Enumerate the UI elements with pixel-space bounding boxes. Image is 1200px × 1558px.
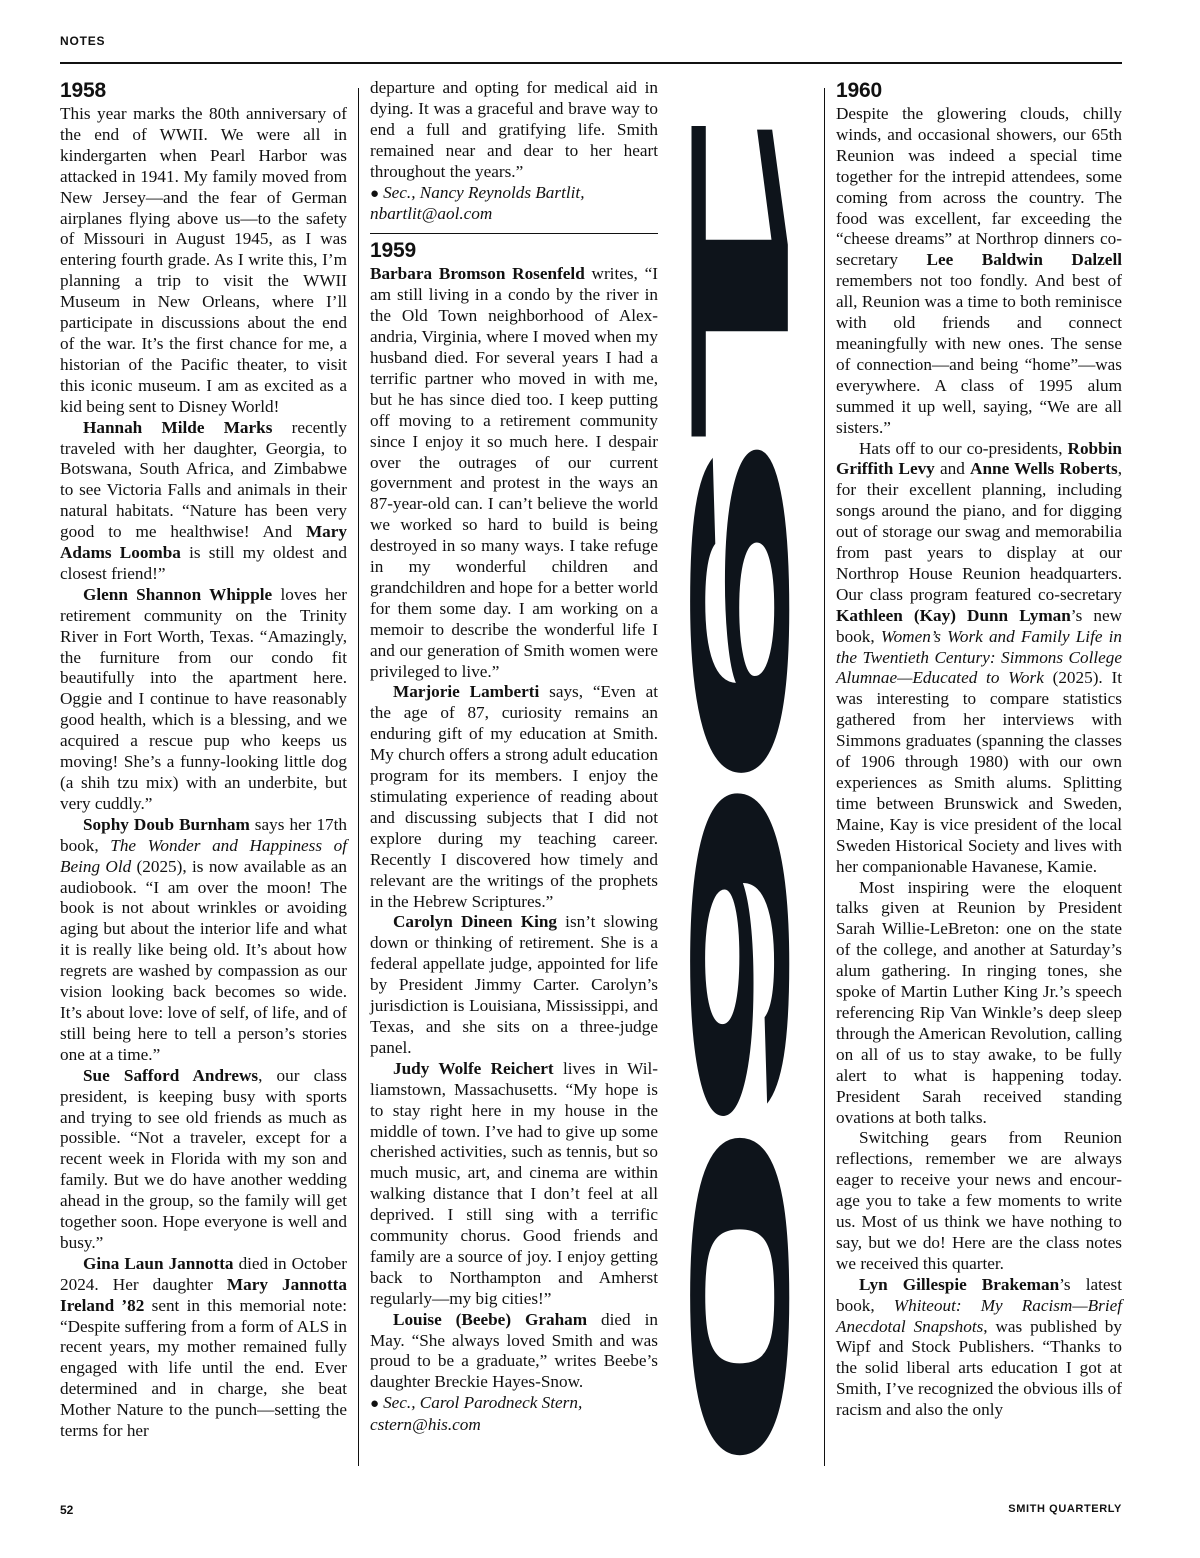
year-heading-1960: 1960 [836, 79, 882, 102]
column-2 [370, 78, 658, 1468]
alum-name: Barbara Bromson Rosenfeld [370, 264, 585, 284]
text: sent in this memorial note: “Despite suffering from a form of ALS in recent years, my mother remained fully engaged with life until the end. Ever determined and in charge, she beat Mother Nature to the punch—setting the terms for her [60, 1295, 347, 1441]
paragraph: Most inspiring were the eloquent talks given at Reunion by President Sarah Willie-LeBreton: one on the state of the college, and another at Saturday’s alum gathering. In ringing tones, she spoke of Martin Luther King Jr.’s speech referencing Rip Van Winkle’s deep sleep through the American Revolution, calling on all of us to stay awake, to be fully alert to what is happening today. President Sarah received standing ovations at both talks. [836, 877, 1122, 1127]
year-heading-1959: 1959 [370, 239, 416, 263]
alum-name: Sue Safford Andrews [83, 1065, 259, 1085]
text: isn’t slowing down or thinking of retirement. She is a federal appellate judge, appointed for life by President Jimmy Carter. Carolyn’s jurisdiction is Louisiana, Mississippi, and Texas, and she sits on a three-judge panel. [370, 912, 658, 1057]
alum-name: Mary Jannotta Ireland ’82 [60, 1274, 347, 1315]
column-1 [60, 78, 347, 1468]
text: died in October 2024. Her daughter [60, 1253, 347, 1294]
paragraph [370, 912, 658, 1058]
text: (2025), is now available as an audiobook. “I am over the moon! The book is not about wrinkles or avoiding aging but about the interior life and what it is really like being old. It’s about how regrets are washed by compassion as our vision looking back becomes so wide. It’s about love: love of self, of life, and of still being here to tell a person’s stories one at a time.” [60, 856, 347, 1064]
class-secretary [370, 183, 658, 226]
book-title: The Wonder and Happiness of Being Old [60, 835, 348, 876]
alum-name: Judy Wolfe Reichert [393, 1058, 554, 1078]
section-label: NOTES [60, 34, 106, 48]
paragraph [60, 585, 347, 815]
paragraph [836, 1275, 1122, 1421]
paragraph [60, 1254, 347, 1442]
alum-name: Lyn Gillespie Brakeman [859, 1274, 1060, 1294]
paragraph [60, 1066, 347, 1254]
text: recently traveled with her daughter, Georgia, to Botswana, South Africa, and Zimbabwe to see Victoria Falls and animals in their natural habitats. “Nature has been very good to me healthwise! And [60, 417, 347, 542]
alum-name: Robbin Griffith Levy [836, 438, 1122, 479]
text: died in May. “She always loved Smith and was proud to be a graduate,” writes Beebe’s daughter Breckie Hayes-Snow. [370, 1309, 658, 1392]
text: says, “Even at the age of 87, curiosity remains an enduring gift of my education at Smith. My church offers a strong adult education program for its members. I enjoy the stimulating experience of reading about and discussing subjects that I did not explore during my teaching career. Recently I discovered how timely and relevant are the writings of the prophets in the Hebrew Scriptures.” [370, 682, 658, 911]
paragraph [836, 439, 1122, 878]
text: , our class president, is keeping busy with sports and trying to see old friends as much as possible. “Not a traveler, except for a recent week in Florida with my son and family. But we do have another wedding ahead in the group, so the family will get together soon. Hope everyone is well and busy.” [60, 1065, 347, 1252]
book-title: Whiteout: My Racism—Brief Anecdotal Snapshots [836, 1295, 1122, 1336]
text: , was published by Wipf and Stock Publishers. “Thanks to the solid liberal arts education I got at Smith, I’ve recognized the obvious ills of racism and also the only [836, 1316, 1122, 1420]
page-number: 52 [60, 1503, 74, 1517]
text: is still my oldest and closest friend!” [60, 543, 347, 583]
text: Despite the glowering clouds, chilly winds, and occasional showers, our 65th Reunion was indeed a special time together for the intrepid attendees, some coming from across the country. The food was excellent, far exceeding the “cheese dreams” at Northrop dinners co-secretary [836, 104, 1122, 270]
paragraph [370, 1059, 658, 1310]
alum-name: Hannah Milde Marks [83, 417, 273, 437]
column-divider [358, 88, 359, 1466]
class-secretary [370, 1393, 658, 1436]
alum-name: Marjorie Lamberti [393, 682, 540, 702]
text: ’s new book, [836, 605, 1122, 646]
alum-name: Anne Wells Roberts [970, 459, 1118, 479]
paragraph: departure and opting for medical aid in dying. It was a graceful and brave way to end a full and gratifying life. Smith remained near and dear to her heart throughout the years.” [370, 78, 658, 181]
text: remembers not too fondly. And best of all, Reunion was a time to both reminisce with old friends and connect meaningfully with new ones. The sense of connection—and being “home”—was everywhere. A class of 1995 alum summed it up well, saying, “We are all sisters.” [836, 271, 1122, 437]
secretary-email-link[interactable]: cstern@his.com [370, 1415, 481, 1435]
alum-name: Carolyn Dineen King [393, 912, 558, 932]
alum-name: Glenn Shannon Whipple [83, 584, 273, 604]
alum-name: Sophy Doub Burnham [83, 814, 250, 834]
alum-name: Gina Laun Jannotta [83, 1253, 234, 1273]
alum-name: Kathleen (Kay) Dunn Lyman [836, 605, 1071, 625]
paragraph [836, 104, 1122, 439]
alum-name: Louise (Beebe) Graham [393, 1309, 588, 1329]
paragraph [370, 682, 658, 912]
paragraph: Switching gears from Reunion reflections, remember we are always eager to receive your news and encourage you to take a few moments to write us. Most of us think we have nothing to say, but we do! Here are the class notes we received this quarter. [836, 1128, 1122, 1273]
paragraph: This year marks the 80th anniversary of the end of WWII. We were all in kindergarten when Pearl Harbor was attacked in 1941. My family moved from New Jersey—and the fear of German airplanes flying above us—to the safety of Missouri in August 1945, as I was entering fourth grade. As I write this, I’m planning a trip to visit the WWII Museum in New Orleans, where I’ll participate in discussions about the end of the war. It’s the first chance for me, a historian of the Pacific theater, to visit this iconic museum. I am as excited as a kid being sent to Disney World! [60, 104, 347, 416]
bullet-icon: ● [370, 185, 380, 202]
column-divider [824, 88, 825, 1466]
big-year-graphic [661, 82, 819, 1456]
text: Hats off to our co-presidents, [859, 438, 1068, 458]
text: lives in Williamstown, Massachusetts. “My hope is to stay right here in my house in the middle of town. I’ve had to give up some cherished activities, such as tennis, but so much music, art, and cinema are within walking distance that I don’t feel at all deprived. I still sing with a terrific community chorus. Good friends and family are a source of joy. I enjoy getting back to Northampton and Amherst regularly—my big cities!” [370, 1058, 658, 1308]
secretary-name: Sec., Carol Parodneck Stern, [383, 1393, 583, 1413]
paragraph [370, 264, 658, 682]
section-rule [370, 233, 658, 234]
paragraph [370, 1310, 658, 1394]
text: ’s latest book, [836, 1274, 1122, 1315]
text: and [934, 459, 971, 479]
bullet-icon: ● [370, 1396, 380, 1413]
text: loves her retirement community on the Trinity River in Fort Worth, Texas. “Amazingly, the furniture from our condo fit beautifully into the apartment here. Oggie and I continue to have reasonably good health, which is a blessing, and we acquired a rescue pup who keeps us moving! She’s a funny-looking little dog (a shih tzu mix) with an underbite, but very cuddly.” [60, 584, 347, 813]
paragraph [60, 418, 347, 585]
column-3 [836, 78, 1122, 1468]
top-rule [60, 62, 1122, 64]
text: writes, “I am still living in a condo by the river in the Old Town neighborhood of Alexandria, Virginia, where I moved when my husband died. For several years I had a terrific partner who moved in with me, but he has since died too. I keep putting off moving to a retirement community since I enjoy it so much here. I despair over the outrages of our current government and protest in the ways an 87-year-old can. I can’t believe the world we worked so hard to build is being destroyed in so many ways. I take refuge in my wonderful children and grandchildren and hope for a better world for them some day. I am working on a memoir to describe the wonderful life I and our generation of Smith women were privileged to live.” [370, 264, 658, 681]
big-year-svg [661, 82, 819, 1456]
text: says her 17th book, [60, 814, 347, 855]
big-year-text: 1960 [661, 84, 819, 372]
alum-name: Lee Baldwin Dalzell [926, 250, 1122, 270]
year-heading-1958: 1958 [60, 79, 106, 102]
text: (2025). It was interesting to compare statistics gathered from her interviews with Simmons graduates (spanning the classes of 1906 through 1980) with our own experiences as Smith alums. Splitting time between Brunswick and Sweden, Maine, Kay is vice president of the local Sweden Historical Society and lives with her companionable Havanese, Kamie. [836, 668, 1122, 876]
book-title: Women’s Work and Family Life in the Twentieth Century: Simmons College Alumnae—Educated to Work [836, 626, 1122, 688]
secretary-name: Sec., Nancy Reynolds Bartlit, [383, 182, 585, 202]
alum-name: Mary Adams Loomba [60, 522, 347, 563]
text: , for their excellent planning, including songs around the piano, and for digging out of storage our swag and memorabilia from past years to display at our Northrop House Reunion headquarters. Our class program featured co-secretary [836, 459, 1122, 604]
paragraph [60, 815, 347, 1066]
magazine-name: SMITH QUARTERLY [1008, 1503, 1122, 1515]
secretary-email-link[interactable]: nbartlit@aol.com [370, 204, 493, 224]
